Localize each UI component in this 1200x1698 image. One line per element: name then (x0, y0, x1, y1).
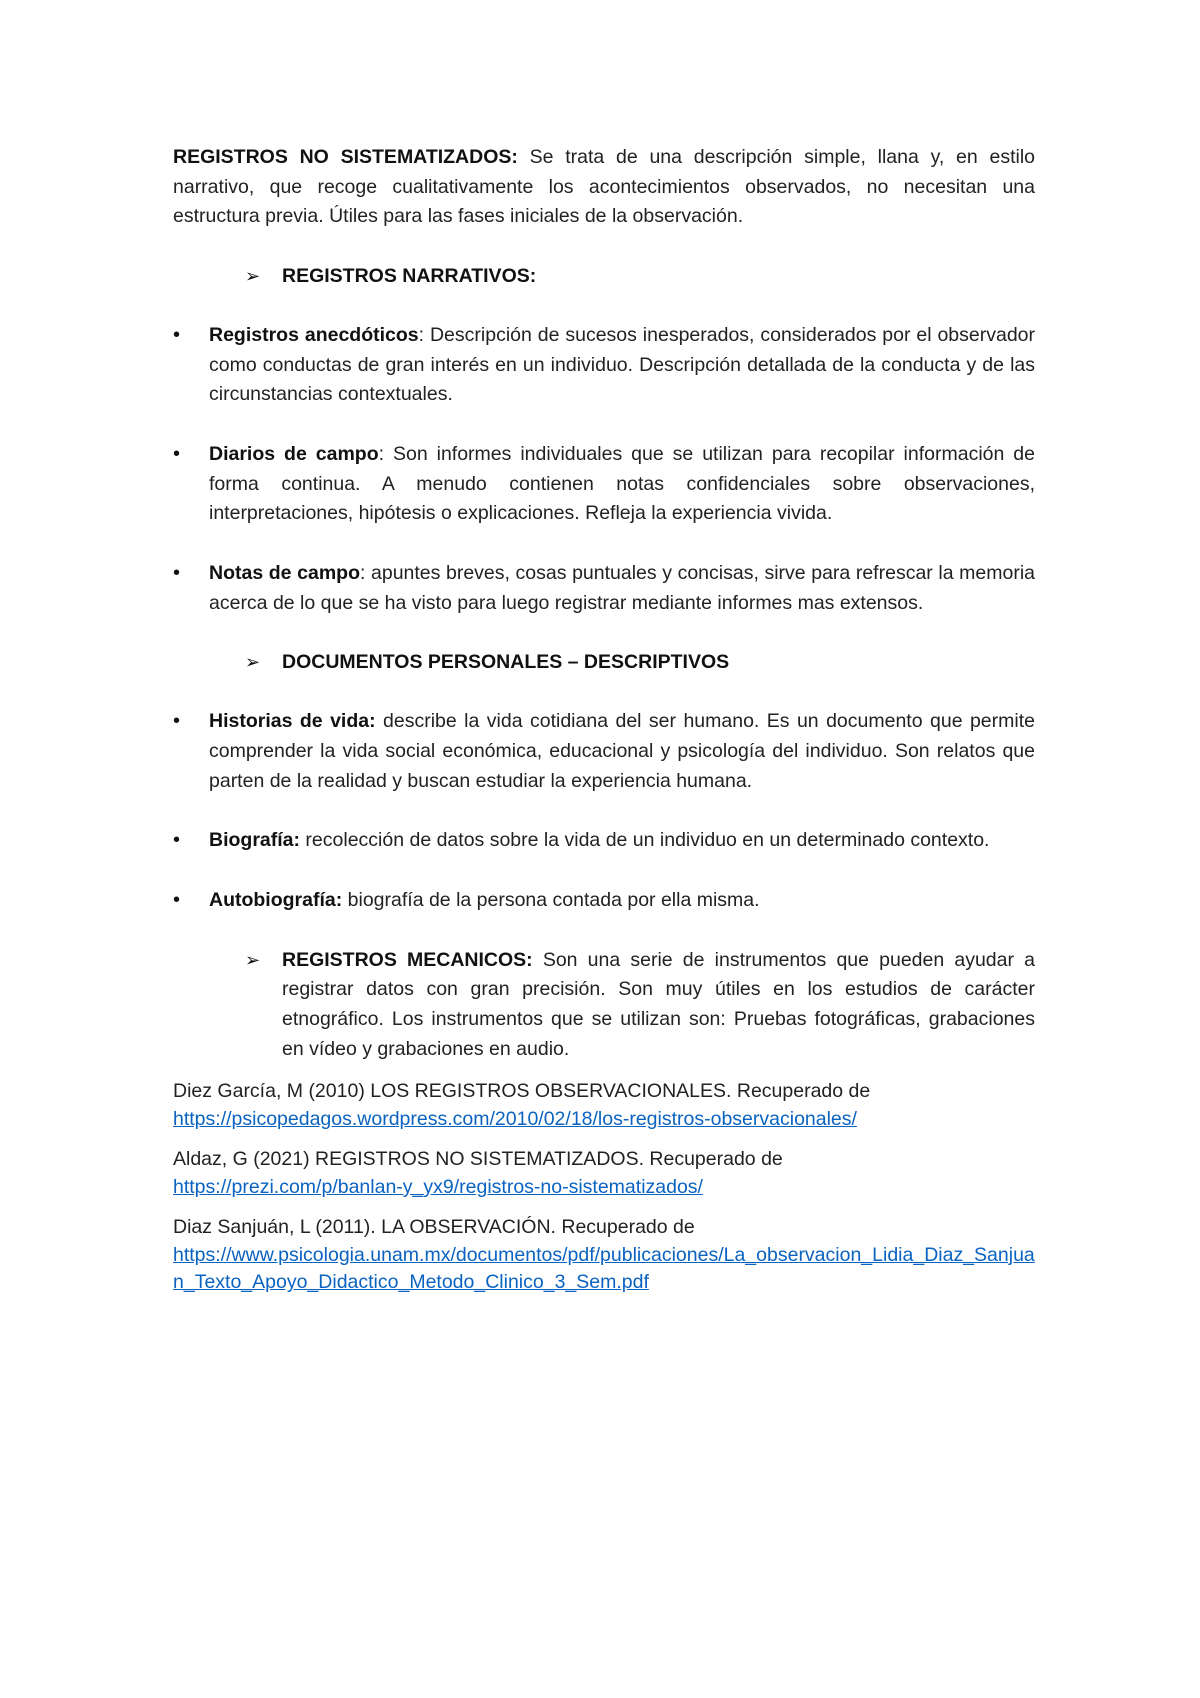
bullet-dot-icon: • (173, 323, 181, 346)
reference-link[interactable]: https://www.psicologia.unam.mx/documentos/pdf/publicaciones/La_observacion_Lidia_Diaz_Sanjuan_Texto_Apoyo_Didactico_Metodo_Clinico_3_Sem.pdf (173, 1243, 1035, 1294)
section-text: Son una serie de instrumentos que pueden ayudar a registrar datos con gran precisión. Son muy útiles en los estudios de carácter etnográfico. Los instrumentos que se utilizan son: Pruebas fotográficas, grabaciones en vídeo y grabaciones en audio. (282, 948, 1035, 1060)
item-label: Historias de vida: (209, 710, 376, 733)
section-heading-text: REGISTROS NARRATIVOS: (282, 265, 537, 288)
item-label: Diarios de campo (209, 442, 379, 465)
references-list (173, 1078, 1035, 1297)
item-text: : Son informes individuales que se utilizan para recopilar información de forma continua. A menudo contienen notas confidenciales sobre observaciones, interpretaciones, hipótesis o explicaciones. Refleja la experiencia vivida. (209, 442, 1035, 525)
list-item (173, 321, 1035, 410)
bullet-dot-icon: • (173, 888, 181, 911)
reference-link[interactable]: https://psicopedagos.wordpress.com/2010/02/18/los-registros-observacionales/ (173, 1107, 857, 1130)
reference-text: Diaz Sanjuán, L (2011). LA OBSERVACIÓN. Recuperado de (173, 1216, 695, 1239)
list-item (173, 826, 1035, 856)
item-label: Biografía: (209, 829, 301, 852)
list-item (173, 440, 1035, 529)
item-label: Autobiografía: (209, 888, 343, 911)
bullet-dot-icon: • (173, 829, 181, 852)
arrow-bullet-icon: ➢ (245, 266, 261, 287)
item-text: : Descripción de sucesos inesperados, considerados por el observador como conductas de gran interés en un individuo. Descripción detallada de la conducta y de las circunstancias contextuales. (209, 323, 1036, 406)
section-heading-text: REGISTROS MECANICOS: (282, 948, 533, 971)
intro-label: REGISTROS NO SISTEMATIZADOS: (173, 146, 518, 168)
reference-text: Aldaz, G (2021) REGISTROS NO SISTEMATIZADOS. Recuperado de (173, 1148, 783, 1171)
reference-link[interactable]: https://prezi.com/p/banlan-y_yx9/registros-no-sistematizados/ (173, 1175, 703, 1198)
arrow-bullet-icon: ➢ (245, 949, 261, 970)
list-item (173, 707, 1035, 796)
arrow-bullet-icon: ➢ (245, 652, 261, 673)
reference-entry (173, 1078, 1035, 1133)
list-item (173, 886, 1035, 916)
section-mecanicos-paragraph (173, 946, 1035, 1065)
bullet-dot-icon: • (173, 562, 181, 585)
section-heading-text: DOCUMENTOS PERSONALES – DESCRIPTIVOS (282, 651, 730, 674)
bullet-dot-icon: • (173, 442, 181, 465)
intro-text: Se trata de una descripción simple, llana y, en estilo narrativo, que recoge cualitativamente los acontecimientos observados, no necesitan una estructura previa. Útiles para las fases iniciales de la observación. (173, 146, 1036, 228)
section-documentos-heading (173, 648, 1035, 678)
list-item (173, 559, 1035, 618)
item-label: Notas de campo (209, 562, 360, 585)
item-text: recolección de datos sobre la vida de un individuo en un determinado contexto. (300, 829, 990, 852)
section-narrativos-heading (173, 262, 1035, 292)
reference-entry (173, 1214, 1035, 1297)
reference-text: Diez García, M (2010) LOS REGISTROS OBSERVACIONALES. Recuperado de (173, 1080, 871, 1103)
item-text: : apuntes breves, cosas puntuales y concisas, sirve para refrescar la memoria acerca de lo que se ha visto para luego registrar mediante informes mas extensos. (209, 562, 1035, 614)
document-body (173, 143, 1035, 1310)
item-text: describe la vida cotidiana del ser humano. Es un documento que permite comprender la vida social económica, educacional y psicología del individuo. Son relatos que parten de la realidad y buscan estudiar la experiencia humana. (209, 710, 1035, 792)
item-text: biografía de la persona contada por ella misma. (342, 888, 760, 911)
bullet-dot-icon: • (173, 710, 181, 733)
item-label: Registros anecdóticos (209, 323, 419, 346)
reference-entry (173, 1146, 1035, 1201)
intro-paragraph (173, 143, 1035, 232)
